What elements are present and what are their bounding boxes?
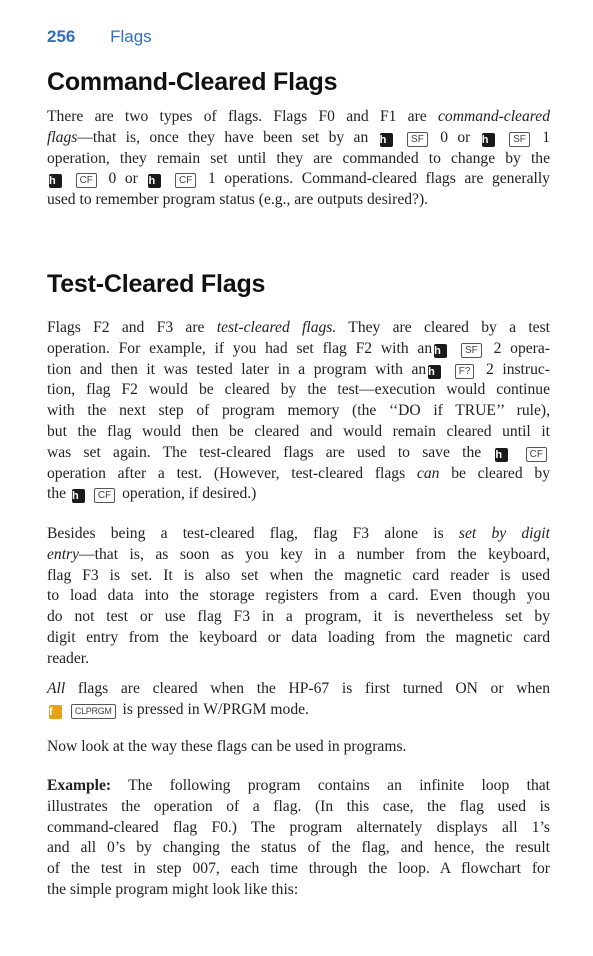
text-line: do not test or use flag F3 in a program, it is nevertheless set by (47, 608, 550, 626)
text-line: Flags F2 and F3 are test-cleared flags. They are cleared by a test (47, 319, 550, 336)
h-key-icon: h (148, 174, 161, 188)
h-key-icon: h (49, 174, 62, 188)
text-line: flag F3 is set. It is also set when the magnetic card reader is used (47, 566, 550, 584)
fq-key-icon: F? (455, 364, 475, 379)
h-key-icon: h (482, 133, 495, 147)
text-line: f CLPRGM is pressed in W/PRGM mode. (49, 700, 309, 718)
text-line: the h CF operation, if desired.) (47, 485, 257, 503)
text-line: operation. For example, if you had set flag F2 with an h SF 2 opera- (47, 339, 550, 357)
text-line: flags—that is, once they have been set by an h SF 0 or h SF 1 (47, 128, 551, 146)
text-line: Besides being a test-cleared flag, flag F3 alone is set by digit (47, 525, 550, 542)
sf-key-icon: SF (509, 132, 530, 147)
page-number: 256 (47, 27, 76, 46)
text-line: operation after a test. (However, test-cleared flags can be cleared by (47, 464, 550, 482)
clprgm-key-icon: CLPRGM (71, 704, 116, 719)
page-header (47, 27, 152, 47)
cf-key-icon: CF (94, 488, 115, 503)
cf-key-icon: CF (526, 447, 547, 462)
text-line: and all 0’s by changing the status of the flag, and hence, the result (47, 839, 550, 857)
running-section-title: Flags (110, 27, 152, 46)
sf-key-icon: SF (461, 343, 482, 358)
text-line: There are two types of flags. Flags F0 and F1 are command-cleared (47, 108, 550, 125)
text-line: but the flag would then be cleared and would remain cleared until it (47, 422, 550, 440)
h-key-icon: h (495, 448, 508, 462)
h-key-icon: h (380, 133, 393, 147)
example-label: Example: (47, 777, 112, 794)
f-key-icon: f (49, 705, 62, 719)
text-line: operation, they remain set until they are commanded to change by the (47, 149, 550, 167)
text-line: of the test in step 007, each time through the loop. A flowchart for (47, 860, 550, 878)
text-line: used to remember program status (e.g., are outputs desired?). (47, 191, 429, 209)
text-line: tion and then it was tested later in a program with an h F? 2 instruc- (47, 360, 550, 378)
h-key-icon: h (72, 489, 85, 503)
text-line: h CF 0 or h CF 1 operations. Command-cleared flags are generally (49, 170, 550, 188)
paragraph-example (47, 776, 550, 901)
sf-key-icon: SF (407, 132, 428, 147)
text-line: command-cleared flag F0.) The program alternately displays all 1’s (47, 818, 550, 836)
text-line: with the next step of program memory (the ‘‘DO if TRUE’’ rule), (47, 402, 550, 420)
h-key-icon: h (428, 365, 441, 379)
text-line: to load data into the storage registers from a card. Even though you (47, 587, 550, 605)
text-line: was set again. The test-cleared flags are used to save the h CF (47, 443, 550, 464)
paragraph-test-cleared-2 (47, 524, 550, 670)
text-line: All flags are cleared when the HP-67 is first turned ON or when (47, 680, 550, 697)
text-line: reader. (47, 649, 89, 667)
paragraph-all-flags-cleared (47, 679, 550, 721)
text-line: Example: The following program contains an infinite loop that (47, 777, 550, 794)
heading-command-cleared-flags: Command-Cleared Flags (47, 68, 338, 96)
text-line: digit entry from the keyboard or data loading from the magnetic card (47, 628, 550, 646)
text-line: illustrates the operation of a flag. (In this case, the flag used is (47, 797, 550, 815)
cf-key-icon: CF (76, 173, 97, 188)
paragraph-now-look (47, 737, 550, 758)
paragraph-command-cleared (47, 107, 550, 211)
text-line: Now look at the way these flags can be used in programs. (47, 738, 407, 755)
text-line: the simple program might look like this: (47, 880, 299, 898)
text-line: tion, flag F2 would be cleared by the test—execution would continue (47, 381, 550, 399)
h-key-icon: h (434, 344, 447, 358)
paragraph-test-cleared-1 (47, 318, 550, 505)
text-line: entry—that is, as soon as you key in a number from the keyboard, (47, 545, 550, 563)
heading-test-cleared-flags: Test-Cleared Flags (47, 270, 266, 298)
cf-key-icon: CF (175, 173, 196, 188)
